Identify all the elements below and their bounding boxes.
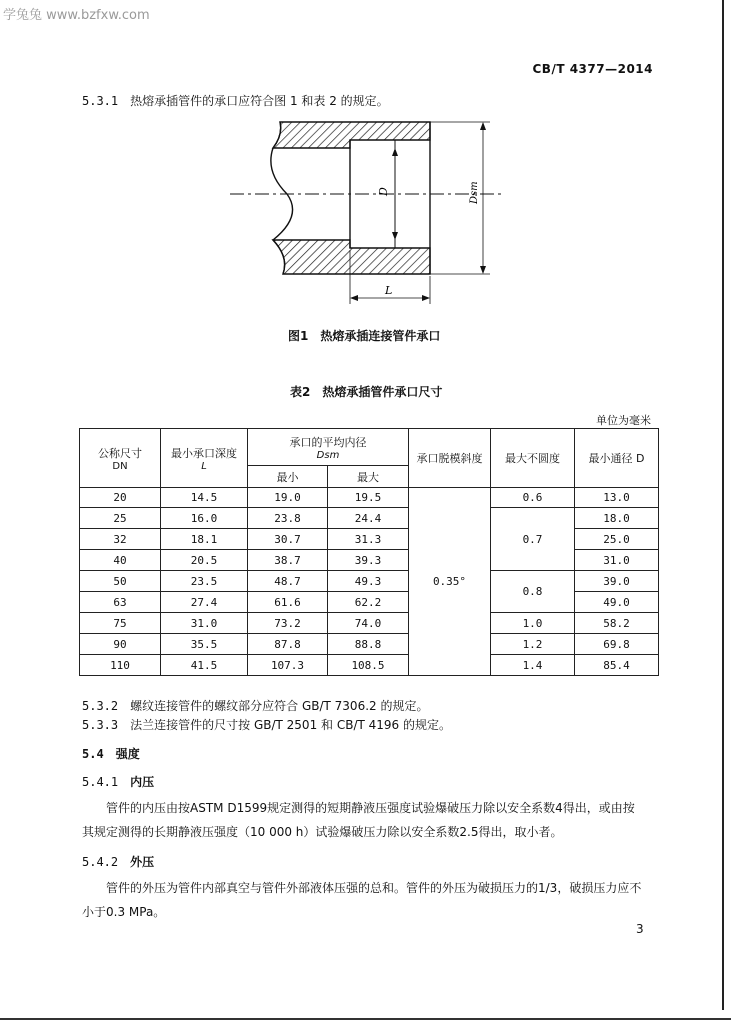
header-depth: 最小承口深度 L xyxy=(161,429,248,488)
ovality-value: 0.6 xyxy=(491,488,575,508)
section-5-3-3: 5.3.3 法兰连接管件的尺寸按 GB/T 2501 和 CB/T 4196 的规定。 xyxy=(82,718,451,732)
header-dn: 公称尺寸 DN xyxy=(80,429,161,488)
header-min: 最小 xyxy=(248,466,328,488)
table-row: 90 35.5 87.8 88.8 1.2 69.8 xyxy=(80,634,659,655)
top-wall-section xyxy=(273,122,430,148)
section-5-3-2: 5.3.2 螺纹连接管件的螺纹部分应符合 GB/T 7306.2 的规定。 xyxy=(82,699,429,713)
header-mean-diameter: 承口的平均内径 Dsm xyxy=(248,429,409,466)
section-5-4-heading: 5.4 强度 xyxy=(82,747,140,761)
socket-dimensions-table xyxy=(79,428,659,676)
page-edge-line xyxy=(722,0,724,1010)
section-number: 5.3.1 xyxy=(82,94,119,108)
ovality-value: 0.7 xyxy=(491,508,575,571)
header-max: 最大 xyxy=(328,466,409,488)
table-caption: 表2 热熔承插管件承口尺寸 xyxy=(290,385,443,399)
bottom-wall-section xyxy=(273,240,430,274)
socket-diagram xyxy=(225,112,505,312)
standard-code: CB/T 4377—2014 xyxy=(532,62,653,76)
header-ovality: 最大不圆度 xyxy=(491,429,575,488)
section-5-4-2-body: 管件的外压为管件内部真空与管件外部液体压强的总和。管件的外压为破损压力的1/3，破损压力应不小于0.3 MPa。 xyxy=(82,881,642,919)
table-row: 20 14.5 19.0 19.5 0.35° 0.6 13.0 xyxy=(80,488,659,508)
label-D: D xyxy=(377,187,390,196)
table-row: 25 16.0 23.8 24.4 0.7 18.0 xyxy=(80,508,659,529)
section-5-4-2-heading: 5.4.2 外压 xyxy=(82,855,155,869)
table-row: 75 31.0 73.2 74.0 1.0 58.2 xyxy=(80,613,659,634)
ovality-value: 1.4 xyxy=(491,655,575,676)
taper-value: 0.35° xyxy=(409,488,491,676)
section-text: 热熔承插管件的承口应符合图 1 和表 2 的规定。 xyxy=(130,94,389,108)
watermark: 学兔兔 www.bzfxw.com xyxy=(3,8,150,23)
page-number: 3 xyxy=(636,922,644,936)
page-bottom-line xyxy=(0,1018,731,1020)
figure-caption: 图1 热熔承插连接管件承口 xyxy=(288,329,441,343)
ovality-value: 1.0 xyxy=(491,613,575,634)
header-taper: 承口脱模斜度 xyxy=(409,429,491,488)
table-row: 32 18.1 30.7 31.3 25.0 xyxy=(80,529,659,550)
section-5-4-1-heading: 5.4.1 内压 xyxy=(82,775,155,789)
section-5-4-1-body: 管件的内压由按ASTM D1599规定测得的短期静液压强度试验爆破压力除以安全系数4得出，或由按其规定测得的长期静液压强度（10 000 h）试验爆破压力除以安全系数2.5得出，取小者。 xyxy=(82,801,635,839)
table-row: 50 23.5 48.7 49.3 0.8 39.0 xyxy=(80,571,659,592)
table-unit: 单位为毫米 xyxy=(596,414,651,427)
section-5-3-1 xyxy=(82,92,389,110)
ovality-value: 0.8 xyxy=(491,571,575,613)
table-row: 63 27.4 61.6 62.2 49.0 xyxy=(80,592,659,613)
table-row: 110 41.5 107.3 108.5 1.4 85.4 xyxy=(80,655,659,676)
label-Dsm: Dsm xyxy=(469,181,480,204)
table-row: 40 20.5 38.7 39.3 31.0 xyxy=(80,550,659,571)
label-L: L xyxy=(385,284,393,297)
ovality-value: 1.2 xyxy=(491,634,575,655)
header-bore: 最小通径 D xyxy=(575,429,659,488)
